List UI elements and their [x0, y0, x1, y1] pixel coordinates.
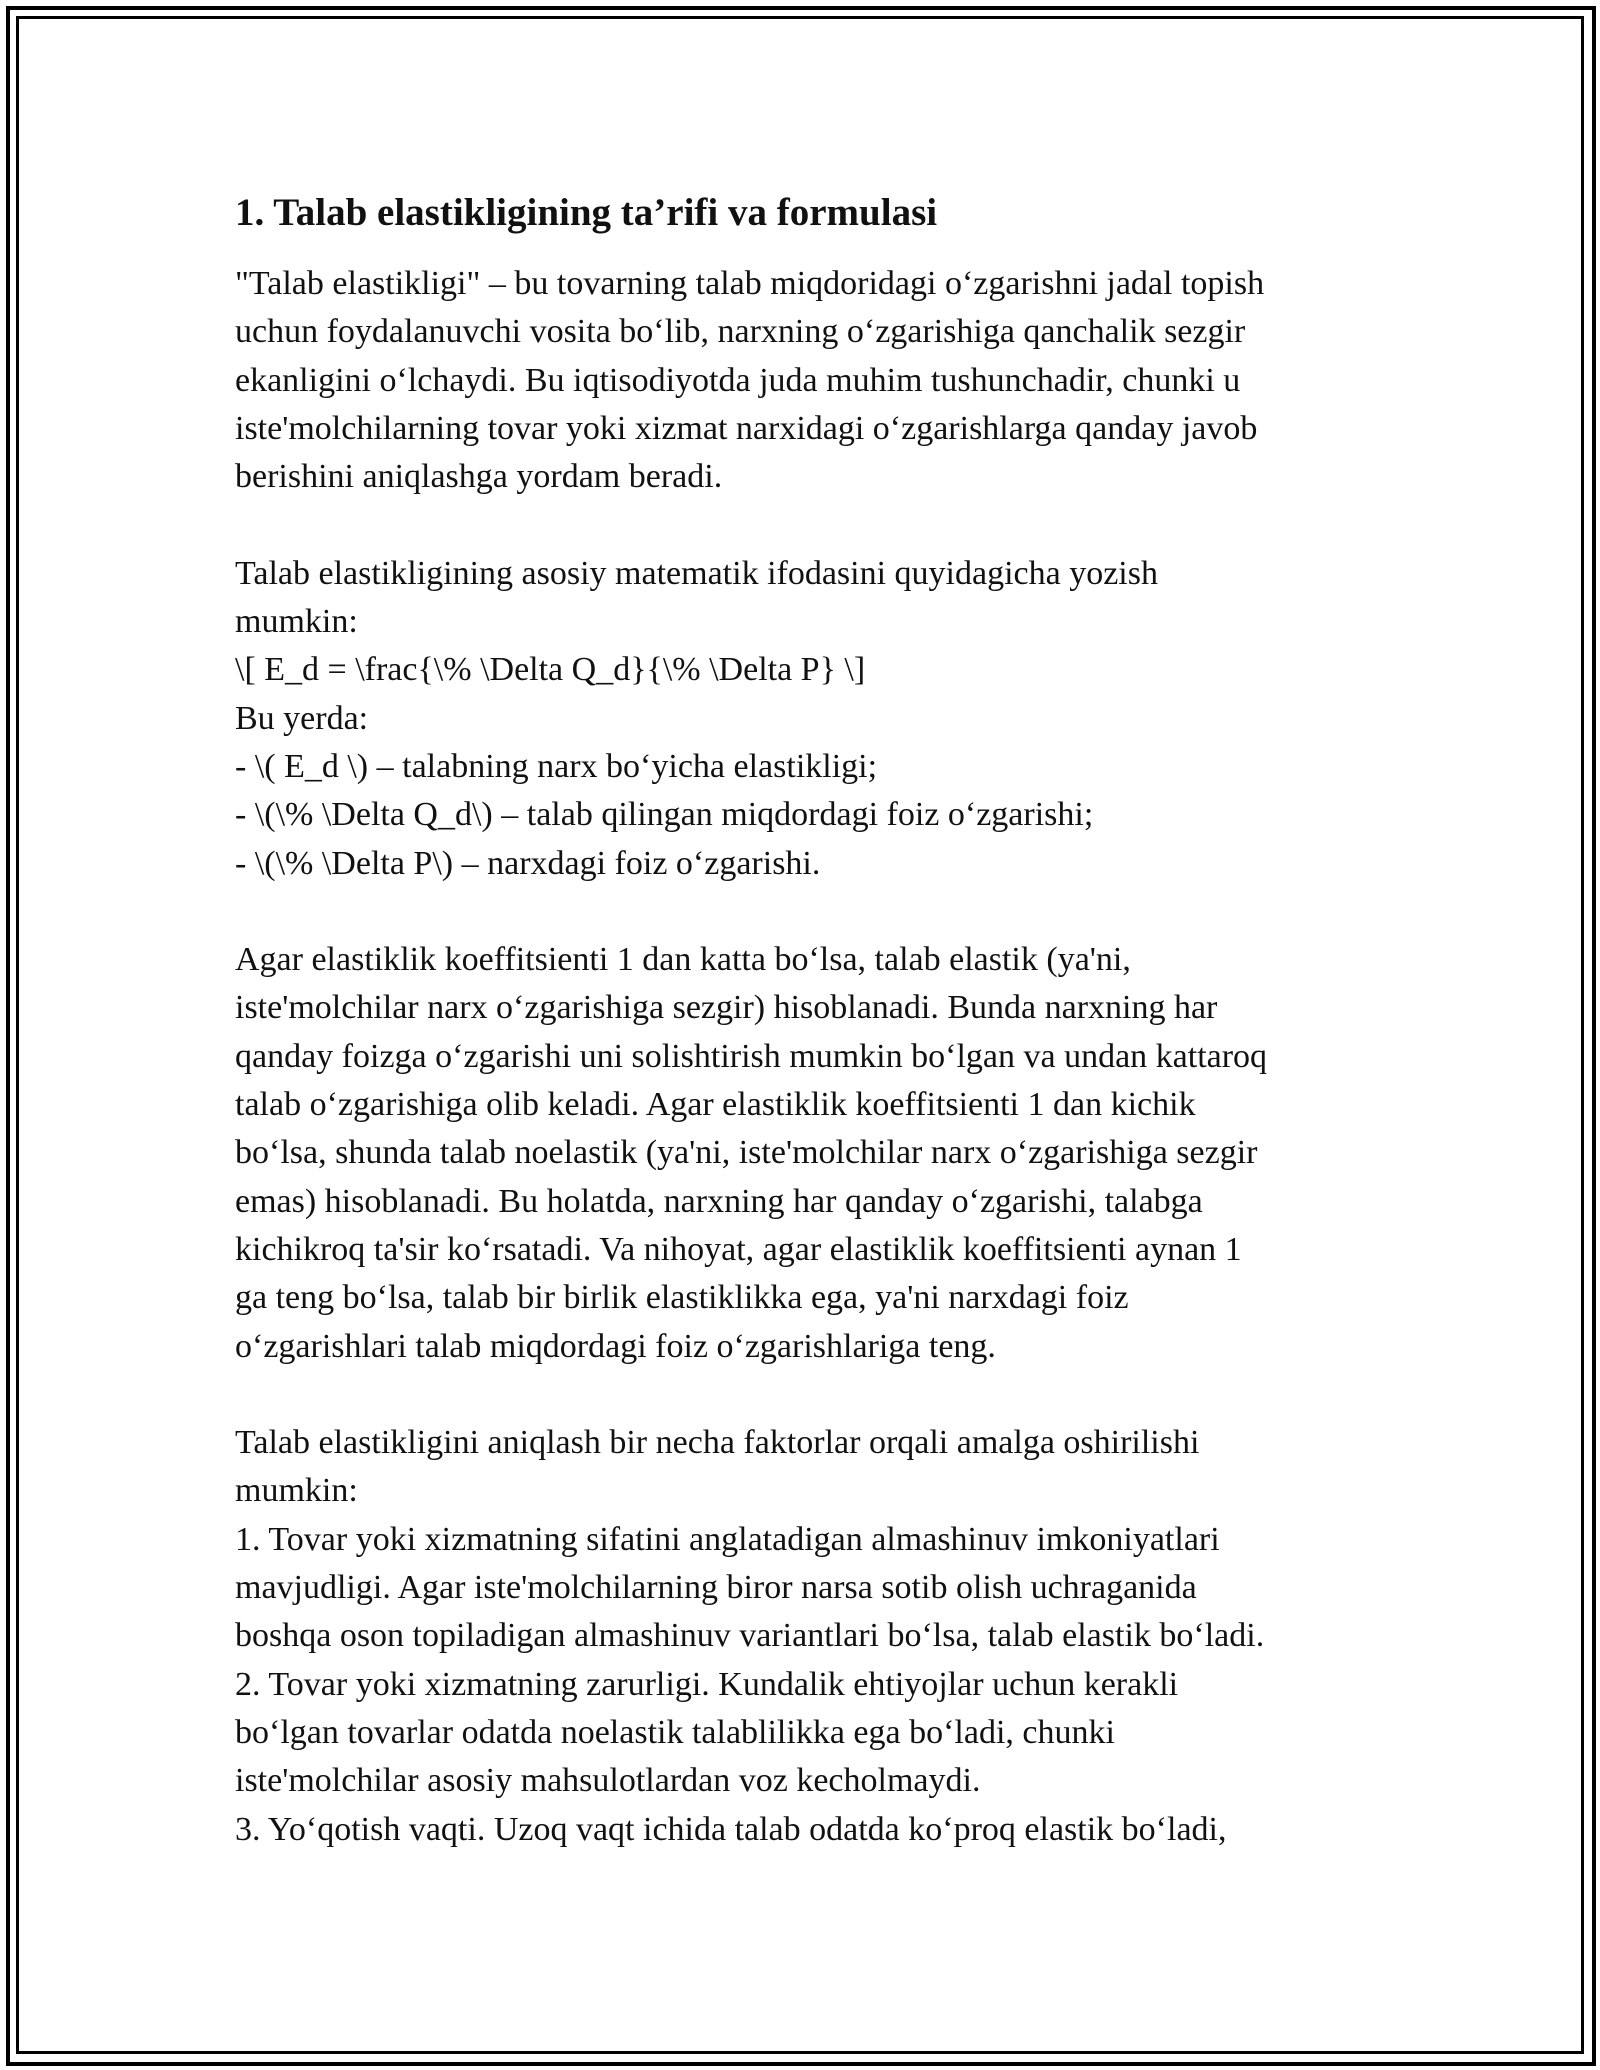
paragraph-formula [235, 550, 1355, 888]
formula-line: \[ E_d = \frac{\% \Delta Q_d}{\% \Delta P} \] [235, 651, 866, 689]
text-line: Talab elastikligini aniqlash bir necha faktorlar orqali amalga oshirilishi [235, 1424, 1200, 1462]
formula-term-line: - \(\% \Delta Q_d\) – talab qilingan miqdordagi foiz o‘zgarishi; [235, 796, 1094, 834]
text-line: qanday foizga o‘zgarishi uni solishtirish mumkin bo‘lgan va undan kattaroq [235, 1037, 1268, 1075]
paragraph-gap [235, 501, 1355, 549]
text-line: ga teng bo‘lsa, talab bir birlik elastiklikka ega, ya'ni narxdagi foiz [235, 1279, 1129, 1317]
list-item-line: boshqa oson topiladigan almashinuv variantlari bo‘lsa, talab elastik bo‘ladi. [235, 1617, 1265, 1655]
text-line: "Talab elastikligi" – bu tovarning talab miqdoridagi o‘zgarishni jadal topish [235, 265, 1265, 302]
text-line: mumkin: [235, 1472, 358, 1510]
formula-term-line: - \(\% \Delta P\) – narxdagi foiz o‘zgarishi. [235, 844, 821, 882]
text-line: talab o‘zgarishiga olib keladi. Agar elastiklik koeffitsienti 1 dan kichik [235, 1086, 1196, 1124]
paragraph-gap [235, 888, 1355, 936]
list-item-line: bo‘lgan tovarlar odatda noelastik talablilikka ega bo‘ladi, chunki [235, 1713, 1115, 1751]
section-heading: 1. Talab elastikligining ta’rifi va formulasi [235, 191, 938, 234]
text-line: o‘zgarishlari talab miqdordagi foiz o‘zgarishlariga teng. [235, 1327, 996, 1365]
text-line: bo‘lsa, shunda talab noelastik (ya'ni, iste'molchilar narx o‘zgarishiga sezgir [235, 1134, 1258, 1172]
text-line: ekanligini o‘lchaydi. Bu iqtisodiyotda juda muhim tushunchadir, chunki u [235, 361, 1241, 399]
paragraph-definition [235, 260, 1355, 501]
text-line: uchun foydalanuvchi vosita bo‘lib, narxning o‘zgarishiga qanchalik sezgir [235, 313, 1246, 351]
text-line: kichikroq ta'sir ko‘rsatadi. Va nihoyat, agar elastiklik koeffitsienti aynan 1 [235, 1230, 1242, 1268]
paragraph-factors [235, 1419, 1355, 1854]
list-item-line: 2. Tovar yoki xizmatning zarurligi. Kundalik ehtiyojlar uchun kerakli [235, 1665, 1179, 1703]
document-body [235, 186, 1355, 1854]
paragraph-gap [235, 1371, 1355, 1419]
text-line: iste'molchilar narx o‘zgarishiga sezgir) hisoblanadi. Bunda narxning har [235, 989, 1218, 1027]
list-item-line: iste'molchilar asosiy mahsulotlardan voz kecholmaydi. [235, 1762, 981, 1800]
list-item-line: 1. Tovar yoki xizmatning sifatini anglatadigan almashinuv imkoniyatlari [235, 1520, 1220, 1558]
text-line: Talab elastikligining asosiy matematik ifodasini quyidagicha yozish [235, 554, 1158, 592]
text-line: emas) hisoblanadi. Bu holatda, narxning har qanday o‘zgarishi, talabga [235, 1182, 1203, 1220]
formula-term-line: - \( E_d \) – talabning narx bo‘yicha elastikligi; [235, 747, 878, 785]
text-line: iste'molchilarning tovar yoki xizmat narxidagi o‘zgarishlarga qanday javob [235, 409, 1258, 447]
text-line: Bu yerda: [235, 699, 369, 737]
text-line: Agar elastiklik koeffitsienti 1 dan katta bo‘lsa, talab elastik (ya'ni, [235, 941, 1131, 979]
text-line: berishini aniqlashga yordam beradi. [235, 458, 723, 496]
text-line: mumkin: [235, 603, 358, 641]
list-item-line: 3. Yo‘qotish vaqti. Uzoq vaqt ichida talab odatda ko‘proq elastik bo‘ladi, [235, 1810, 1227, 1848]
list-item-line: mavjudligi. Agar iste'molchilarning biror narsa sotib olish uchraganida [235, 1569, 1197, 1607]
paragraph-elasticity-cases [235, 936, 1355, 1371]
